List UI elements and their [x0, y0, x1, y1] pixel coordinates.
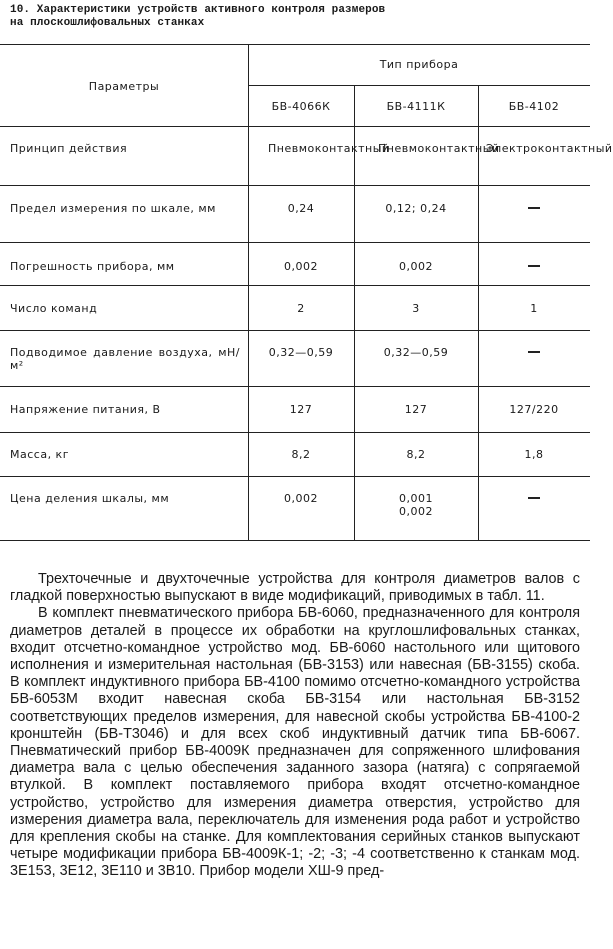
table-row-param: Масса, кг — [10, 448, 69, 461]
row-rule — [0, 242, 590, 243]
table-cell-dash — [478, 345, 590, 358]
column-rule — [248, 44, 249, 540]
table-row-param: Погрешность прибора, мм — [10, 260, 175, 273]
table-cell: 0,002 — [284, 260, 318, 273]
row-rule — [0, 330, 590, 331]
header-bottom-rule — [0, 126, 590, 127]
table-row-param: Число команд — [10, 302, 98, 315]
row-rule — [0, 432, 590, 433]
table-row-param: Подводимое давление воздуха, мН/м² — [10, 346, 240, 372]
paragraph: В комплект пневматического прибора БВ-6060, предназначенного для контроля диаметров деталей в процессе их обработки на круглошлифовальных станках, входит отсчетно-командное устройство мод. БВ-6060 настольного или щитового исполнения и измерительная настольная (БВ-3153) или навесная (БВ-3155) скоба. В комплект индуктивного прибора БВ-4100 помимо отсчетно-командного устройства БВ-6053М входит навесная скоба БВ-3154 или настольная БВ-3152 соответствующих пределов измерения, для навесной скобы устройства БВ-4100-2 кронштейн (БВ-Т3046) и для всех скоб индуктивный датчик типа БВ-6067. Пневматический прибор БВ-4009К предназначен для сопряженного шлифования диаметра вала с целью обеспечения заданного зазора (натяга) с сопрягаемой втулкой. В комплект поставляемого прибора входят отсчетно-командное устройство, устройство для измерения диаметра отверстия, устройство для измерения диаметра вала, переключатель для изменения рода работ и устройство для крепления скобы на станке. Для комплектования серийных станков выпускают четыре модификации прибора БВ-4009К-1; -2; -3; -4 соответственно к станкам мод. 3Е153, 3Е12, 3Е110 и 3В10. Прибор модели ХШ-9 пред- — [10, 605, 580, 880]
table-cell: 8,2 — [406, 448, 426, 461]
table-cell-dash — [478, 201, 590, 214]
table-caption — [10, 4, 570, 30]
table-cell: 1 — [530, 302, 538, 315]
table-cell: Электроконтактный — [486, 142, 613, 155]
table-cell: 0,32—0,59 — [383, 346, 449, 359]
table-cell: 127 — [289, 403, 313, 416]
table-row-param: Принцип действия — [10, 142, 128, 155]
table-cell: 127 — [404, 403, 428, 416]
table-row-param: Предел измерения по шкале, мм — [10, 202, 216, 215]
dash-mark — [528, 207, 540, 209]
row-rule — [0, 476, 590, 477]
row-rule — [0, 285, 590, 286]
table-cell-dash — [478, 259, 590, 272]
table-row-param: Цена деления шкалы, мм — [10, 492, 170, 505]
table-cell: 0,32—0,59 — [268, 346, 334, 359]
device-header-3: БВ-4102 — [508, 100, 560, 113]
row-rule — [0, 386, 590, 387]
group-header-rule — [248, 85, 590, 86]
paragraph: Трехточечные и двухточечные устройства для контроля диаметров валов с гладкой поверхностью выпускают в виде модификаций, приводимых в табл. 11. — [10, 571, 580, 605]
table-cell: 0,12; 0,24 — [385, 202, 447, 215]
table-cell: 8,2 — [291, 448, 311, 461]
row-rule — [0, 185, 590, 186]
table-cell: 2 — [297, 302, 305, 315]
table-row-param: Напряжение питания, В — [10, 403, 161, 416]
body-text — [10, 571, 580, 881]
param-header: Параметры — [88, 80, 160, 93]
dash-mark — [528, 497, 540, 499]
table-bottom-rule — [0, 540, 590, 541]
caption-line-1: 10. Характеристики устройств активного контроля размеров — [10, 4, 386, 16]
device-type-header: Тип прибора — [379, 58, 459, 71]
table-cell: Пневмоконтактный — [378, 142, 500, 155]
table-cell: 0,002 — [399, 260, 433, 273]
table-cell: 1,8 — [524, 448, 544, 461]
device-header-2: БВ-4111К — [386, 100, 446, 113]
table-cell: 0,001 0,002 — [399, 492, 433, 518]
table-top-rule — [0, 44, 590, 45]
device-header-1: БВ-4066К — [271, 100, 331, 113]
table-cell: 127/220 — [509, 403, 559, 416]
dash-mark — [528, 265, 540, 267]
table-cell: 0,24 — [287, 202, 315, 215]
table-cell: 3 — [412, 302, 420, 315]
dash-mark — [528, 351, 540, 353]
caption-line-2: на плоскошлифовальных станках — [10, 17, 205, 29]
table-cell: 0,002 — [284, 492, 318, 505]
table-cell-dash — [478, 491, 590, 504]
table-cell: Пневмоконтактный — [268, 142, 390, 155]
